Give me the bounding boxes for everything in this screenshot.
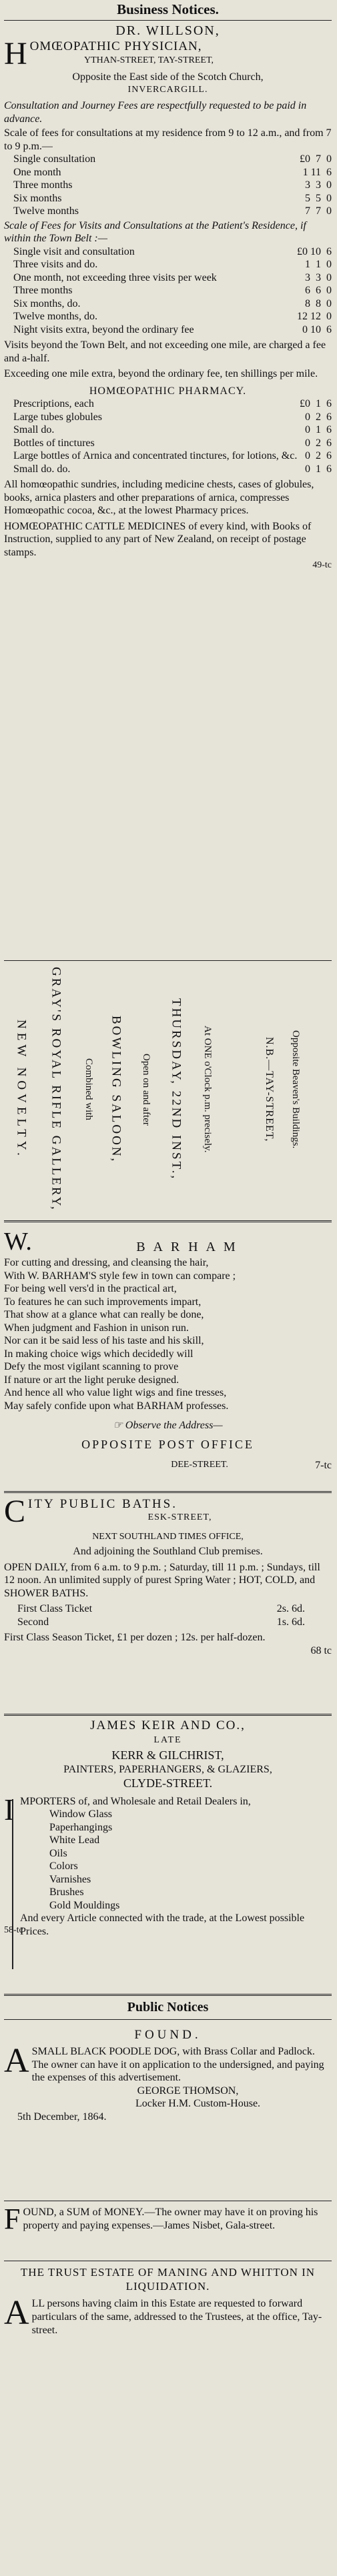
divider <box>4 960 332 961</box>
price-row <box>13 411 332 424</box>
barham-poem-line: And hence all who value light wigs and fine tresses, <box>4 1387 227 1399</box>
price-value: £0 7 0 <box>300 153 332 165</box>
keir-ref: 58-tc <box>4 1925 23 1936</box>
price-item: Second <box>17 1616 49 1628</box>
price-item: Night visits extra, beyond the ordinary fee <box>13 323 194 335</box>
barham-observe: ☞ Observe the Address— <box>113 1420 223 1432</box>
keir-ad <box>4 1718 332 1936</box>
baths-ad <box>4 1496 332 1657</box>
keir-firm: KERR & GILCHRIST, <box>111 1748 224 1762</box>
barham-poem <box>4 1256 332 1412</box>
price-item: Twelve months <box>13 205 79 217</box>
price-value: £0 1 6 <box>300 398 332 410</box>
willson-ref: 49-tc <box>312 559 332 570</box>
found1-date: 5th December, 1864. <box>17 2111 107 2123</box>
keir-goods-list <box>16 1808 332 1912</box>
keir-goods-item: Brushes <box>49 1886 84 1898</box>
price-row <box>13 463 332 476</box>
gray-col2: GRAY'S ROYAL RIFLE GALLERY, <box>49 967 63 1212</box>
gray-col9: Opposite Beaven's Buildings. <box>290 1030 302 1149</box>
baths-title: ITY PUBLIC BATHS. <box>28 1497 178 1511</box>
price-item: Bottles of tinctures <box>13 437 95 449</box>
willson-sundries: All homœopathic sundries, including medicine chests, cases of globules, books, arnica plasters and other preparations of arnica, compresses Homœopathic cocoa, &c., at the lowest Pharmacy prices. <box>4 479 314 517</box>
keir-cap: I <box>4 1792 15 1826</box>
baths-season: First Class Season Ticket, £1 per dozen ; 12s. per half-dozen. <box>4 1632 266 1644</box>
willson-scale1-list <box>4 153 332 218</box>
baths-open: OPEN DAILY, from 6 a.m. to 9 p.m. ; Saturday, till 11 p.m. ; Sundays, till 12 noon. An unlimited supply of purest Spring Water ; HOT, COLD, and SHOWER BATHS. <box>4 1561 320 1599</box>
price-row <box>13 245 332 259</box>
keir-goods-item: Window Glass <box>49 1808 113 1820</box>
price-row <box>13 153 332 166</box>
price-value: 0 10 6 <box>302 323 332 335</box>
divider <box>4 1994 332 1996</box>
barham-street: DEE-STREET. <box>171 1459 228 1470</box>
price-row <box>13 179 332 192</box>
barham-poem-line: With W. BARHAM'S style few in town can compare ; <box>4 1270 236 1282</box>
barham-poem-line: That show at a glance what can really be done, <box>4 1309 204 1321</box>
baths-ticket-list <box>4 1602 332 1628</box>
divider <box>4 1491 332 1493</box>
found1-text: SMALL BLACK POODLE DOG, with Brass Collar and Padlock. The owner can have it on application to the undersigned, and paying the expenses of this advertisement. <box>31 2046 324 2084</box>
barham-poem-line: May safely confide upon what BARHAM professes. <box>4 1400 229 1412</box>
price-row <box>17 1602 305 1616</box>
price-value: 2s. 6d. <box>276 1603 305 1615</box>
price-row <box>13 284 332 297</box>
found1-ad <box>4 2027 332 2123</box>
barham-ref: 7-tc <box>315 1459 332 1471</box>
price-row <box>13 166 332 179</box>
gray-ad <box>4 964 332 1214</box>
found1-name: GEORGE THOMSON, <box>137 2085 239 2097</box>
price-item: First Class Ticket <box>17 1603 93 1615</box>
price-item: Twelve months, do. <box>13 311 97 323</box>
keir-trade: PAINTERS, PAPERHANGERS, & GLAZIERS, <box>63 1764 272 1776</box>
price-row <box>13 192 332 205</box>
found2-ad <box>4 2203 332 2235</box>
price-value: 0 2 6 <box>305 450 332 462</box>
divider <box>4 20 332 21</box>
willson-ad <box>4 23 332 571</box>
price-item: Three months <box>13 179 73 191</box>
barham-poem-line: Nor can it be said less of his taste and his skill, <box>4 1335 204 1347</box>
price-value: 8 8 0 <box>305 297 332 309</box>
keir-goods-item: Colors <box>49 1860 78 1872</box>
price-value: 12 12 0 <box>297 311 332 323</box>
found1-cap: A <box>4 2042 29 2081</box>
price-row <box>13 310 332 323</box>
price-item: Six months <box>13 192 62 204</box>
price-item: Small do. <box>13 424 55 436</box>
price-item: One month, not exceeding three visits per week <box>13 271 217 283</box>
price-row <box>13 423 332 437</box>
divider <box>4 2019 332 2020</box>
divider <box>4 1220 332 1222</box>
price-item: Three months <box>13 285 73 297</box>
gray-col1: NEW NOVELTY. <box>14 1019 29 1160</box>
gray-col5: Open on and after <box>141 1053 152 1126</box>
section-header: Business Notices. <box>117 1 219 17</box>
price-item: Large bottles of Arnica and concentrated tinctures, for lotions, &c. <box>13 450 298 462</box>
price-row <box>13 271 332 285</box>
barham-cap: W. <box>4 1228 32 1256</box>
barham-poem-line: For being well vers'd in the practical art, <box>4 1283 177 1295</box>
barham-address: OPPOSITE POST OFFICE <box>81 1437 254 1451</box>
barham-name: B A R H A M <box>136 1239 238 1254</box>
price-item: One month <box>13 166 61 178</box>
gray-col4: BOWLING SALOON, <box>109 1015 123 1164</box>
price-row <box>13 205 332 218</box>
trust-cap: A <box>4 2294 29 2333</box>
keir-street: CLYDE-STREET. <box>123 1776 213 1790</box>
price-row <box>13 297 332 311</box>
price-item: Six months, do. <box>13 297 81 309</box>
trust-title: THE TRUST ESTATE OF MANING AND WHITTON IN LIQUIDATION. <box>20 2266 316 2293</box>
willson-town: INVERCARGILL. <box>127 84 208 95</box>
keir-intro: MPORTERS of, and Wholesale and Retail Dealers in, <box>20 1795 251 1807</box>
price-row <box>13 437 332 450</box>
willson-scale2-head: Scale of Fees for Visits and Consultations at the Patient's Residence, if within the Town Belt :— <box>4 219 306 245</box>
price-value: 1s. 6d. <box>276 1616 305 1628</box>
willson-consult-note: Consultation and Journey Fees are respectfully requested to be paid in advance. <box>4 99 307 125</box>
keir-goods-item: Gold Mouldings <box>49 1899 120 1911</box>
keir-goods-item: Oils <box>49 1847 67 1859</box>
found2-cap: F <box>4 2203 21 2235</box>
price-item: Three visits and do. <box>13 259 98 271</box>
public-header: Public Notices <box>127 2000 209 2015</box>
willson-scale1-head: Scale of fees for consultations at my residence from 9 to 12 a.m., and from 7 to 9 p.m.— <box>4 127 332 152</box>
price-value: 3 3 0 <box>305 179 332 191</box>
found1-title: FOUND. <box>134 2028 202 2042</box>
willson-visits-note: Visits beyond the Town Belt, and not exceeding one mile, are charged a fee and a-half. <box>4 339 326 364</box>
keir-name: JAMES KEIR AND CO., <box>90 1718 246 1732</box>
price-item: Single visit and consultation <box>13 245 135 257</box>
baths-next: NEXT SOUTHLAND TIMES OFFICE, <box>92 1532 244 1542</box>
barham-poem-line: When judgment and Fashion in unison run. <box>4 1322 189 1334</box>
price-item: Prescriptions, each <box>13 398 94 410</box>
price-value: 0 2 6 <box>305 437 332 449</box>
barham-poem-line: For cutting and dressing, and cleansing the hair, <box>4 1257 209 1268</box>
found2-text: OUND, a SUM of MONEY.—The owner may have it on proving his property and paying expenses.—James Nisbet, Gala-street. <box>23 2207 318 2231</box>
willson-address: YTHAN-STREET, TAY-STREET, <box>84 55 214 65</box>
price-value: 7 7 0 <box>305 205 332 217</box>
barham-ad <box>4 1226 332 1472</box>
found1-locker: Locker H.M. Custom-House. <box>135 2098 261 2110</box>
price-row <box>13 323 332 337</box>
gray-col7: At ONE o'Clock p.m. precisely. <box>202 1026 214 1153</box>
price-value: 1 1 0 <box>305 259 332 271</box>
barham-poem-line: To features he can such improvements impart, <box>4 1296 202 1308</box>
price-value: 0 2 6 <box>305 411 332 423</box>
baths-ref: 68 tc <box>310 1644 332 1656</box>
keir-bracket <box>12 1799 13 1969</box>
price-row <box>13 397 332 411</box>
barham-poem-line: Defy the most vigilant scanning to prove <box>4 1361 179 1373</box>
trust-ad <box>4 2266 332 2337</box>
baths-street: ESK-STREET, <box>147 1512 212 1523</box>
price-value: 3 3 0 <box>305 271 332 283</box>
price-value: 1 11 6 <box>302 166 332 178</box>
price-item: Single consultation <box>13 153 96 165</box>
trust-text: LL persons having claim in this Estate are requested to forward particulars of the same, addressed to the Trustees, at the office, Tay-street. <box>31 2298 322 2336</box>
gray-col6: THURSDAY, 22ND INST., <box>169 998 184 1181</box>
barham-poem-line: If nature or art the light peruke designed. <box>4 1374 180 1386</box>
keir-closing: And every Article connected with the trade, at the Lowest possible Prices. <box>20 1912 305 1937</box>
price-row <box>13 449 332 463</box>
divider <box>4 1714 332 1716</box>
willson-pharmacy-head: HOMŒOPATHIC PHARMACY. <box>89 385 247 397</box>
keir-goods-item: White Lead <box>49 1834 100 1846</box>
price-item: Large tubes globules <box>13 411 103 423</box>
price-value: 6 6 0 <box>305 285 332 297</box>
willson-opposite: Opposite the East side of the Scotch Church, <box>72 71 264 83</box>
keir-late: LATE <box>153 1735 182 1746</box>
baths-adjoining: And adjoining the Southland Club premises. <box>73 1546 263 1558</box>
price-value: 0 1 6 <box>305 463 332 475</box>
price-row <box>17 1616 305 1629</box>
keir-goods-item: Paperhangings <box>49 1821 113 1833</box>
price-item: Small do. do. <box>13 463 71 475</box>
barham-poem-line: In making choice wigs which decidedly will <box>4 1348 194 1360</box>
willson-title-cap: H <box>4 36 27 72</box>
gray-col3: Combined with <box>83 1058 95 1120</box>
price-value: £0 10 6 <box>297 245 332 257</box>
willson-cattle: HOMŒOPATHIC CATTLE MEDICINES of every kind, with Books of Instruction, supplied to any part of New Zealand, on receipt of postage stamps. <box>4 520 312 558</box>
keir-goods-item: Varnishes <box>49 1873 91 1885</box>
barham-observe-text: Observe the Address— <box>125 1420 223 1432</box>
baths-cap: C <box>4 1494 26 1529</box>
gray-col8: N.B.—TAY-STREET, <box>263 1036 275 1142</box>
price-value: 5 5 0 <box>305 192 332 204</box>
willson-scale2-list <box>4 245 332 337</box>
price-value: 0 1 6 <box>305 424 332 436</box>
willson-title: OMŒOPATHIC PHYSICIAN, <box>29 39 202 54</box>
willson-name: DR. WILLSON, <box>115 23 220 38</box>
willson-pharmacy-list <box>4 397 332 475</box>
willson-exceeding-note: Exceeding one mile extra, beyond the ordinary fee, ten shillings per mile. <box>4 368 318 380</box>
price-row <box>13 258 332 271</box>
